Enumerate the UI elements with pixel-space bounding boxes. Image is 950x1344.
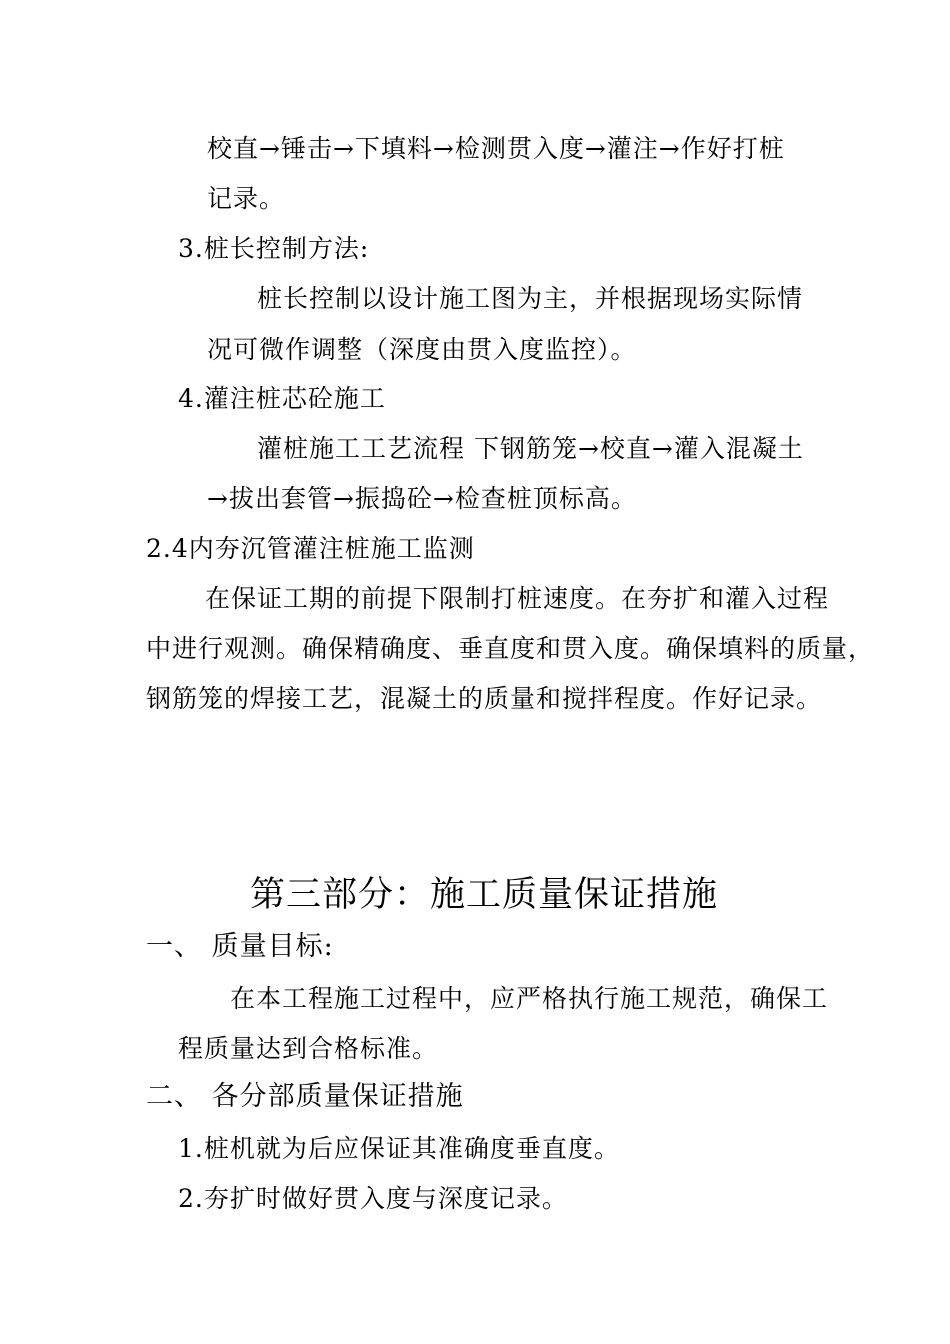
item4-text-1: 灌桩施工工艺流程 下钢筋笼→校直→灌入混凝土 [257,434,804,463]
part-three-title: 第三部分：施工质量保证措施 [250,875,719,915]
measure-item-2: 2.夯扩时做好贯入度与深度记录。 [178,1184,568,1213]
quality-goal-text-2: 程质量达到合格标准。 [178,1034,439,1063]
section-2-4-heading: 2.4内夯沉管灌注桩施工监测 [146,534,475,563]
section-2-4-para-line-2: 中进行观测。确保精确度、垂直度和贯入度。确保填料的质量， [146,634,875,663]
item3-heading: 3.桩长控制方法: [178,234,370,263]
quality-goal-text-1: 在本工程施工过程中，应严格执行施工规范，确保工 [230,984,829,1013]
quality-goal-heading: 一、 质量目标: [146,931,334,962]
item3-text-1: 桩长控制以设计施工图为主，并根据现场实际情 [257,284,804,313]
flow-line-1: 校直→锤击→下填料→检测贯入度→灌注→作好打桩 [207,134,785,163]
measures-heading: 二、 各分部质量保证措施 [146,1081,464,1112]
item4-heading: 4.灌注桩芯砼施工 [178,384,386,413]
flow-line-2: 记录。 [207,184,286,213]
section-2-4-para-line-3: 钢筋笼的焊接工艺，混凝土的质量和搅拌程度。作好记录。 [146,684,823,713]
section-2-4-para-line-1: 在保证工期的前提下限制打桩速度。在夯扩和灌入过程 [205,584,830,613]
item4-text-2: →拔出套管→振捣砼→检查桩顶标高。 [207,484,637,513]
measure-item-1: 1.桩机就为后应保证其准确度垂直度。 [178,1134,620,1163]
item3-text-2: 况可微作调整（深度由贯入度监控）。 [207,335,637,364]
